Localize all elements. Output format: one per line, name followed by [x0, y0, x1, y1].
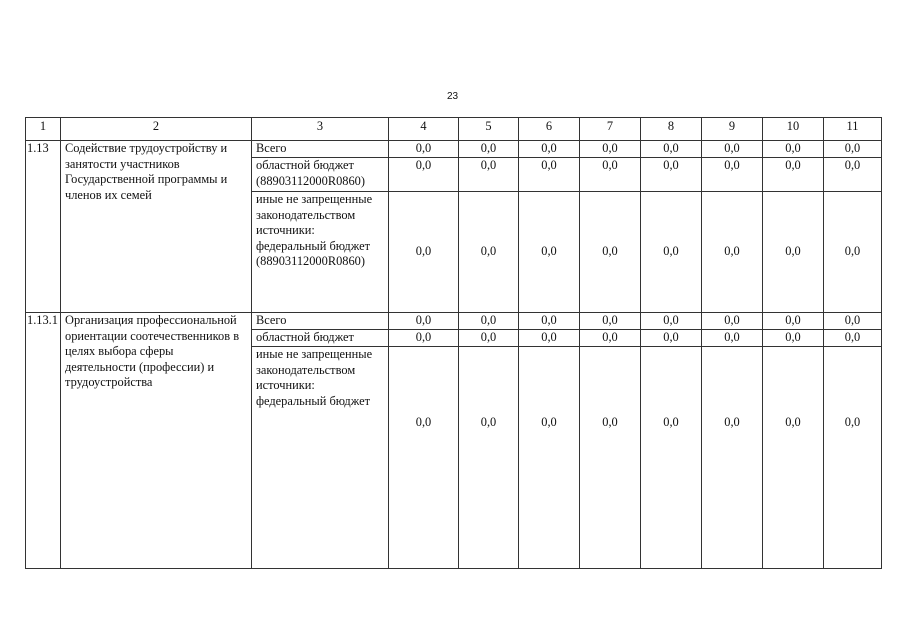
value-cell: 0,0 — [641, 158, 702, 192]
table-row — [26, 141, 882, 158]
value-cell: 0,0 — [580, 158, 641, 192]
value-cell: 0,0 — [389, 330, 459, 347]
value-cell: 0,0 — [389, 158, 459, 192]
value-cell: 0,0 — [641, 141, 702, 158]
value-cell: 0,0 — [459, 141, 519, 158]
budget-table — [25, 117, 882, 569]
value-cell: 0,0 — [763, 158, 824, 192]
value-cell: 0,0 — [389, 141, 459, 158]
header-cell: 7 — [580, 118, 641, 141]
value-cell: 0,0 — [763, 330, 824, 347]
funding-source: областной бюджет (88903112000R0860) — [252, 158, 389, 192]
funding-source: Всего — [252, 313, 389, 330]
value-cell: 0,0 — [763, 313, 824, 330]
header-cell: 8 — [641, 118, 702, 141]
header-cell: 4 — [389, 118, 459, 141]
value-cell: 0,0 — [389, 192, 459, 313]
value-cell: 0,0 — [580, 192, 641, 313]
funding-source: областной бюджет — [252, 330, 389, 347]
value-cell: 0,0 — [763, 192, 824, 313]
value-cell: 0,0 — [763, 141, 824, 158]
value-cell: 0,0 — [459, 313, 519, 330]
header-cell: 6 — [519, 118, 580, 141]
header-row — [26, 118, 882, 141]
value-cell: 0,0 — [389, 313, 459, 330]
value-cell: 0,0 — [702, 158, 763, 192]
value-cell: 0,0 — [702, 141, 763, 158]
value-cell: 0,0 — [824, 313, 882, 330]
funding-source: Всего — [252, 141, 389, 158]
page-number: 23 — [446, 91, 459, 102]
value-cell: 0,0 — [824, 347, 882, 569]
value-cell: 0,0 — [580, 347, 641, 569]
value-cell: 0,0 — [824, 141, 882, 158]
value-cell: 0,0 — [641, 347, 702, 569]
value-cell: 0,0 — [389, 347, 459, 569]
value-cell: 0,0 — [580, 141, 641, 158]
value-cell: 0,0 — [519, 158, 580, 192]
value-cell: 0,0 — [459, 158, 519, 192]
header-cell: 2 — [61, 118, 252, 141]
value-cell: 0,0 — [519, 347, 580, 569]
value-cell: 0,0 — [702, 313, 763, 330]
value-cell: 0,0 — [824, 330, 882, 347]
value-cell: 0,0 — [459, 192, 519, 313]
header-cell: 5 — [459, 118, 519, 141]
value-cell: 0,0 — [459, 330, 519, 347]
value-cell: 0,0 — [580, 313, 641, 330]
header-cell: 3 — [252, 118, 389, 141]
value-cell: 0,0 — [641, 192, 702, 313]
value-cell: 0,0 — [824, 192, 882, 313]
table-row — [26, 313, 882, 330]
header-cell: 11 — [824, 118, 882, 141]
value-cell: 0,0 — [702, 192, 763, 313]
value-cell: 0,0 — [519, 141, 580, 158]
item-code: 1.13.1 — [26, 313, 61, 569]
item-name: Содействие трудоустройству и занятости участников Государственной программы и членов их семей — [61, 141, 252, 313]
value-cell: 0,0 — [519, 330, 580, 347]
header-cell: 10 — [763, 118, 824, 141]
value-cell: 0,0 — [459, 347, 519, 569]
value-cell: 0,0 — [702, 347, 763, 569]
funding-source: иные не запрещенные законодательством источники: федеральный бюджет (88903112000R0860) — [252, 192, 389, 313]
item-code: 1.13 — [26, 141, 61, 313]
value-cell: 0,0 — [763, 347, 824, 569]
funding-source: иные не запрещенные законодательством источники: федеральный бюджет — [252, 347, 389, 569]
item-name: Организация профессиональной ориентации соотечественников в целях выбора сферы деятельности (профессии) и трудоустройства — [61, 313, 252, 569]
value-cell: 0,0 — [702, 330, 763, 347]
header-cell: 1 — [26, 118, 61, 141]
value-cell: 0,0 — [824, 158, 882, 192]
value-cell: 0,0 — [641, 330, 702, 347]
value-cell: 0,0 — [519, 192, 580, 313]
value-cell: 0,0 — [519, 313, 580, 330]
value-cell: 0,0 — [641, 313, 702, 330]
header-cell: 9 — [702, 118, 763, 141]
value-cell: 0,0 — [580, 330, 641, 347]
